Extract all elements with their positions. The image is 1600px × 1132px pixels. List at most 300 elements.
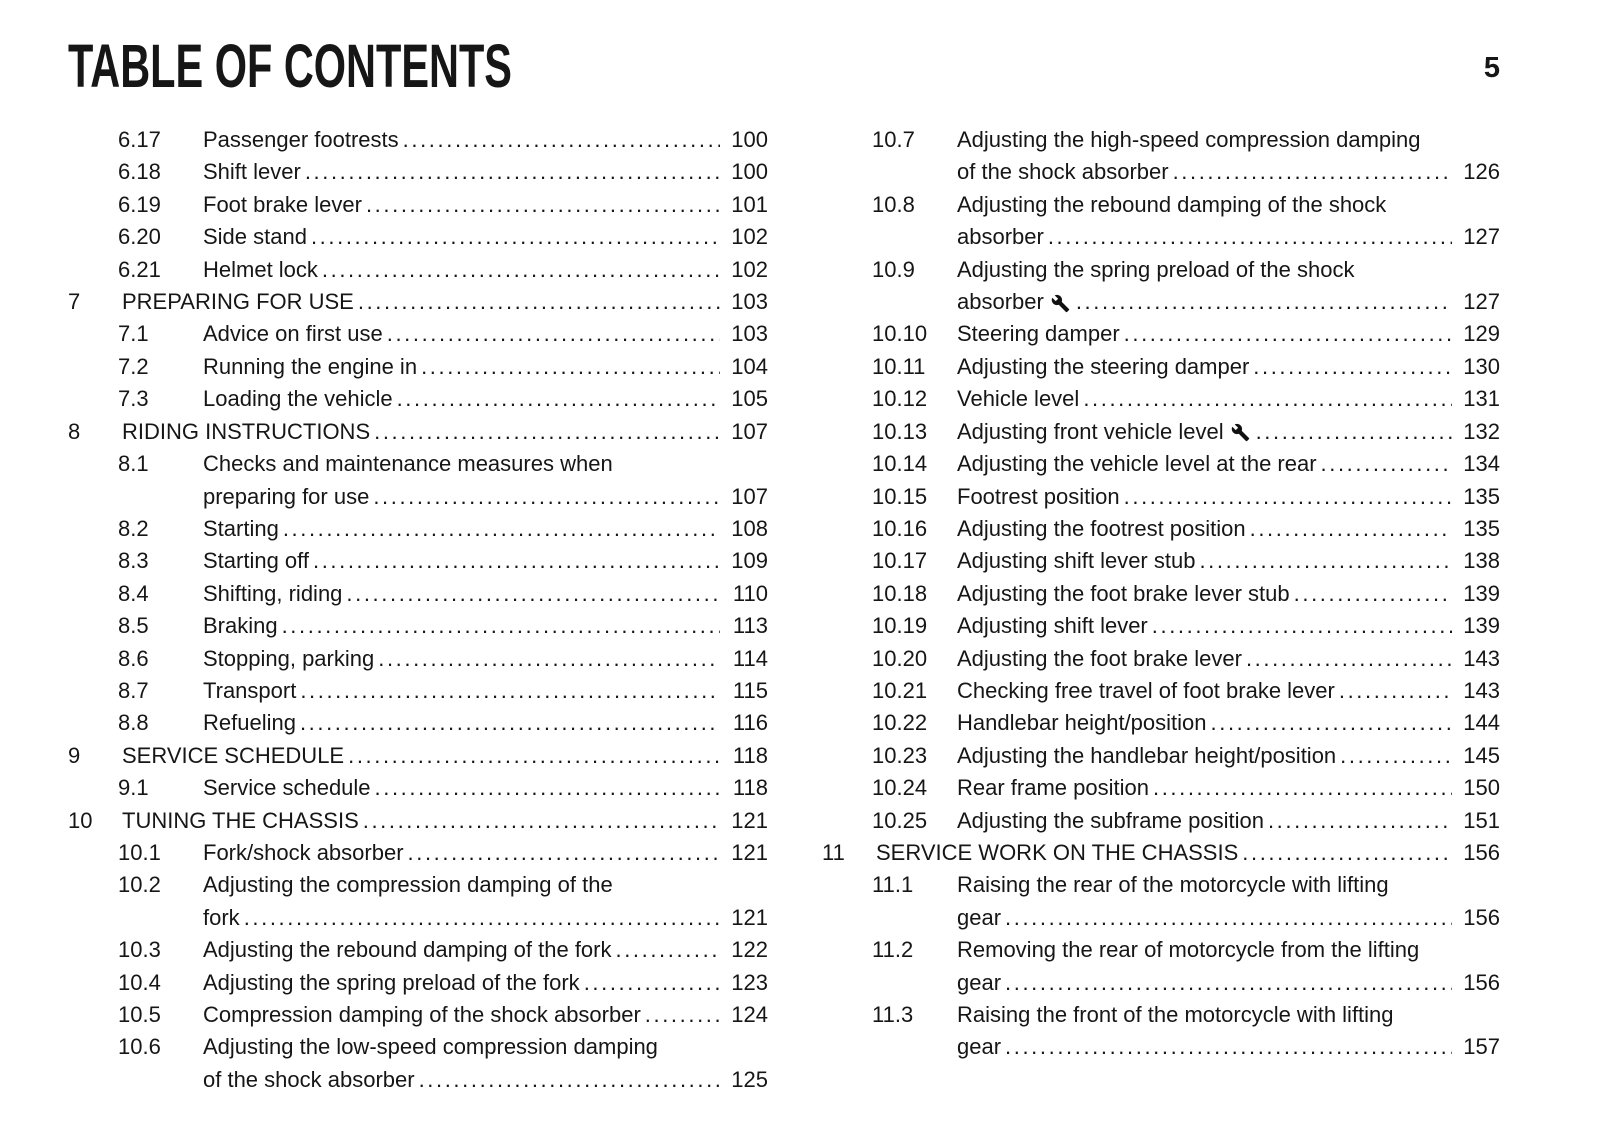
dot-leader — [1076, 286, 1452, 318]
page-number: 5 — [1483, 52, 1500, 84]
toc-line — [68, 675, 768, 707]
dot-leader — [373, 481, 720, 513]
toc-line — [822, 934, 1500, 966]
entry-page: 100 — [731, 127, 768, 153]
entry-title: Shifting, riding — [203, 580, 343, 606]
entry-title: RIDING INSTRUCTIONS — [122, 418, 371, 444]
entry-title: SERVICE SCHEDULE — [122, 742, 345, 768]
toc-entry — [822, 513, 1500, 545]
dot-leader — [283, 513, 720, 545]
entry-page: 131 — [1463, 386, 1500, 412]
entry-title: Steering damper — [957, 321, 1120, 347]
dot-leader — [408, 837, 720, 869]
entry-number: 8.8 — [118, 710, 149, 736]
toc-entry — [68, 934, 768, 966]
toc-line — [822, 156, 1500, 188]
toc-line — [68, 902, 768, 934]
entry-title: fork — [203, 904, 240, 930]
toc-line — [68, 318, 768, 350]
toc-line — [822, 286, 1500, 318]
entry-page: 100 — [731, 159, 768, 185]
toc-line — [68, 1031, 768, 1063]
entry-title: of the shock absorber — [957, 159, 1169, 185]
entry-title: Handlebar height/position — [957, 710, 1207, 736]
toc-entry — [822, 578, 1500, 610]
entry-title: Compression damping of the shock absorber — [203, 1002, 641, 1028]
entry-number: 10.9 — [872, 256, 915, 282]
toc-line — [68, 221, 768, 253]
entry-title: absorber — [957, 289, 1044, 315]
toc-entry — [68, 967, 768, 999]
toc-line — [68, 578, 768, 610]
toc-line — [68, 740, 768, 772]
entry-number: 8.3 — [118, 548, 149, 574]
toc-line — [822, 351, 1500, 383]
toc-line — [68, 513, 768, 545]
dot-leader — [1124, 318, 1452, 350]
toc-entry — [68, 610, 768, 642]
entry-title: TUNING THE CHASSIS — [122, 807, 359, 833]
entry-number: 10.21 — [872, 677, 928, 703]
toc-entry — [68, 318, 768, 350]
dot-leader — [378, 643, 720, 675]
entry-number: 6.20 — [118, 224, 161, 250]
entry-page: 114 — [732, 645, 768, 671]
toc-entry — [68, 351, 768, 383]
wrench-icon — [1231, 423, 1250, 442]
entry-number: 10.2 — [118, 872, 161, 898]
toc-line — [68, 156, 768, 188]
entry-number: 10.25 — [872, 807, 928, 833]
entry-title: of the shock absorber — [203, 1066, 415, 1092]
entry-number: 10.10 — [872, 321, 928, 347]
entry-page: 108 — [731, 515, 768, 541]
entry-title: Advice on first use — [203, 321, 383, 347]
entry-number: 10.8 — [872, 191, 915, 217]
entry-title: Rear frame position — [957, 775, 1149, 801]
entry-title: Foot brake lever — [203, 191, 362, 217]
entry-number: 10.17 — [872, 548, 928, 574]
toc-line — [822, 707, 1500, 739]
dot-leader — [374, 416, 720, 448]
dot-leader — [1005, 902, 1452, 934]
toc-entry — [68, 545, 768, 577]
entry-title: Side stand — [203, 224, 307, 250]
dot-leader — [1199, 545, 1452, 577]
toc-line — [68, 837, 768, 869]
toc-entry — [822, 318, 1500, 350]
entry-title: Refueling — [203, 710, 296, 736]
toc-line — [822, 481, 1500, 513]
entry-page: 126 — [1463, 159, 1500, 185]
entry-page: 102 — [731, 224, 768, 250]
entry-page: 134 — [1463, 451, 1500, 477]
dot-leader — [1242, 837, 1452, 869]
entry-page: 143 — [1463, 677, 1500, 703]
entry-title: Adjusting the foot brake lever stub — [957, 580, 1290, 606]
entry-title: Adjusting the spring preload of the shock — [957, 256, 1355, 282]
toc-entry — [822, 383, 1500, 415]
dot-leader — [1340, 740, 1452, 772]
entry-title: Braking — [203, 613, 278, 639]
toc-column-right — [822, 124, 1500, 1096]
toc-entry — [68, 156, 768, 188]
toc-line — [822, 416, 1500, 448]
entry-title: Fork/shock absorber — [203, 839, 404, 865]
entry-number: 7.2 — [118, 353, 149, 379]
toc-entry — [822, 351, 1500, 383]
entry-page: 150 — [1463, 775, 1500, 801]
toc-entry — [822, 545, 1500, 577]
toc-entry — [822, 999, 1500, 1064]
entry-number: 10.13 — [872, 418, 928, 444]
entry-page: 103 — [731, 321, 768, 347]
entry-title: Adjusting the rebound damping of the shock — [957, 191, 1387, 217]
dot-leader — [387, 318, 720, 350]
toc-line — [68, 383, 768, 415]
toc-entry — [68, 221, 768, 253]
entry-number: 10.12 — [872, 386, 928, 412]
dot-leader — [1246, 643, 1452, 675]
toc-line — [822, 610, 1500, 642]
dot-leader — [1005, 967, 1452, 999]
dot-leader — [1268, 805, 1452, 837]
toc-line — [68, 707, 768, 739]
entry-title: Starting off — [203, 548, 309, 574]
entry-number: 10.16 — [872, 515, 928, 541]
entry-page: 151 — [1463, 807, 1500, 833]
toc-line — [68, 416, 768, 448]
dot-leader — [375, 772, 720, 804]
entry-title: Adjusting the low-speed compression damping — [203, 1034, 658, 1060]
toc-entry — [68, 999, 768, 1031]
toc-line — [68, 351, 768, 383]
entry-number: 10.6 — [118, 1034, 161, 1060]
dot-leader — [313, 545, 720, 577]
toc-entry — [822, 772, 1500, 804]
entry-page: 109 — [731, 548, 768, 574]
toc-entry — [822, 124, 1500, 189]
entry-number: 10 — [68, 807, 93, 833]
wrench-icon — [1051, 294, 1070, 313]
entry-page: 139 — [1463, 613, 1500, 639]
entry-number: 8.6 — [118, 645, 149, 671]
entry-page: 121 — [731, 839, 768, 865]
dot-leader — [346, 578, 720, 610]
entry-number: 10.14 — [872, 451, 928, 477]
entry-number: 8 — [68, 418, 81, 444]
entry-title: Passenger footrests — [203, 127, 399, 153]
entry-page: 127 — [1463, 289, 1500, 315]
toc-line — [68, 643, 768, 675]
toc-line — [68, 254, 768, 286]
entry-title: Adjusting the rebound damping of the fork — [203, 937, 612, 963]
entry-number: 10.18 — [872, 580, 928, 606]
page-header — [68, 34, 1500, 98]
entry-title: Adjusting shift lever — [957, 613, 1148, 639]
entry-page: 157 — [1463, 1034, 1500, 1060]
entry-number: 6.21 — [118, 256, 161, 282]
toc-line — [822, 578, 1500, 610]
entry-title: Running the engine in — [203, 353, 418, 379]
toc-entry — [822, 448, 1500, 480]
entry-title: Helmet lock — [203, 256, 318, 282]
entry-page: 121 — [731, 904, 768, 930]
entry-page: 129 — [1463, 321, 1500, 347]
entry-page: 110 — [732, 580, 768, 606]
toc-entry — [822, 740, 1500, 772]
toc-entry — [68, 286, 768, 318]
entry-number: 10.23 — [872, 742, 928, 768]
entry-page: 107 — [731, 418, 768, 444]
toc-entry — [68, 254, 768, 286]
dot-leader — [366, 189, 720, 221]
entry-title: Adjusting the subframe position — [957, 807, 1264, 833]
toc-line — [68, 967, 768, 999]
entry-title: Loading the vehicle — [203, 386, 393, 412]
toc-line — [822, 383, 1500, 415]
entry-number: 8.2 — [118, 515, 149, 541]
toc-entry — [68, 805, 768, 837]
toc-line — [68, 481, 768, 513]
entry-title: Adjusting the compression damping of the — [203, 872, 613, 898]
entry-title: Service schedule — [203, 775, 371, 801]
toc-line — [68, 610, 768, 642]
toc-entry — [68, 448, 768, 513]
toc-line — [822, 545, 1500, 577]
dot-leader — [358, 286, 720, 318]
toc-line — [822, 448, 1500, 480]
entry-number: 6.19 — [118, 191, 161, 217]
dot-leader — [305, 156, 720, 188]
entry-title: Vehicle level — [957, 386, 1080, 412]
toc-entry — [68, 772, 768, 804]
entry-page: 132 — [1463, 418, 1500, 444]
entry-page: 138 — [1463, 548, 1500, 574]
entry-number: 10.22 — [872, 710, 928, 736]
entry-page: 143 — [1463, 645, 1500, 671]
entry-page: 101 — [731, 191, 768, 217]
entry-title: Checks and maintenance measures when — [203, 451, 613, 477]
entry-page: 118 — [732, 775, 768, 801]
entry-number: 8.4 — [118, 580, 149, 606]
dot-leader — [584, 967, 720, 999]
toc-line — [68, 124, 768, 156]
dot-leader — [348, 740, 720, 772]
toc-entry — [68, 513, 768, 545]
toc-line — [68, 869, 768, 901]
dot-leader — [1250, 513, 1452, 545]
entry-title: preparing for use — [203, 483, 370, 509]
toc-entry — [822, 707, 1500, 739]
toc-line — [822, 1031, 1500, 1063]
entry-title: Adjusting the steering damper — [957, 353, 1250, 379]
toc-line — [68, 189, 768, 221]
entry-number: 10.4 — [118, 969, 161, 995]
toc-column-left — [68, 124, 768, 1096]
toc-line — [822, 318, 1500, 350]
dot-leader — [1211, 707, 1452, 739]
entry-page: 103 — [731, 289, 768, 315]
dot-leader — [1083, 383, 1452, 415]
toc-entry — [822, 610, 1500, 642]
toc-entry — [68, 837, 768, 869]
toc-line — [822, 254, 1500, 286]
toc-line — [822, 869, 1500, 901]
toc-line — [822, 740, 1500, 772]
dot-leader — [1339, 675, 1452, 707]
toc-entry — [822, 805, 1500, 837]
dot-leader — [645, 999, 720, 1031]
toc-line — [68, 1064, 768, 1096]
entry-title: Adjusting the high-speed compression damping — [957, 127, 1421, 153]
entry-number: 7.3 — [118, 386, 149, 412]
entry-number: 6.17 — [118, 127, 161, 153]
entry-title: Adjusting the spring preload of the fork — [203, 969, 580, 995]
entry-page: 127 — [1463, 224, 1500, 250]
entry-title: Adjusting the foot brake lever — [957, 645, 1242, 671]
entry-page: 130 — [1463, 353, 1500, 379]
toc-line — [822, 772, 1500, 804]
entry-page: 139 — [1463, 580, 1500, 606]
toc-line — [822, 999, 1500, 1031]
toc-line — [822, 643, 1500, 675]
entry-title: Raising the rear of the motorcycle with lifting — [957, 872, 1389, 898]
entry-page: 135 — [1463, 483, 1500, 509]
toc-line — [822, 513, 1500, 545]
entry-title: Adjusting the handlebar height/position — [957, 742, 1337, 768]
entry-page: 122 — [731, 937, 768, 963]
toc-line — [68, 286, 768, 318]
entry-title: Adjusting the footrest position — [957, 515, 1246, 541]
dot-leader — [616, 934, 721, 966]
entry-number: 10.1 — [118, 839, 161, 865]
toc-entry — [822, 869, 1500, 934]
entry-page: 156 — [1463, 839, 1500, 865]
dot-leader — [419, 1064, 720, 1096]
entry-page: 107 — [731, 483, 768, 509]
entry-number: 8.1 — [118, 451, 149, 477]
toc-line — [68, 934, 768, 966]
entry-page: 104 — [731, 353, 768, 379]
toc-line — [822, 837, 1500, 869]
dot-leader — [1152, 610, 1452, 642]
dot-leader — [397, 383, 720, 415]
entry-title: Removing the rear of motorcycle from the lifting — [957, 937, 1420, 963]
toc-entry — [822, 643, 1500, 675]
dot-leader — [1153, 772, 1452, 804]
entry-page: 156 — [1463, 969, 1500, 995]
toc-entry — [68, 1031, 768, 1096]
entry-page: 116 — [732, 710, 768, 736]
entry-page: 144 — [1463, 710, 1500, 736]
entry-title: gear — [957, 969, 1002, 995]
entry-number: 10.24 — [872, 775, 928, 801]
entry-page: 115 — [732, 677, 768, 703]
toc-line — [822, 902, 1500, 934]
toc-line — [822, 124, 1500, 156]
toc-entry — [68, 707, 768, 739]
entry-number: 7 — [68, 289, 81, 315]
dot-leader — [1124, 481, 1452, 513]
entry-title: Adjusting shift lever stub — [957, 548, 1196, 574]
dot-leader — [282, 610, 720, 642]
toc-line — [822, 189, 1500, 221]
entry-number: 10.5 — [118, 1002, 161, 1028]
entry-page: 123 — [731, 969, 768, 995]
dot-leader — [322, 254, 720, 286]
toc-line — [68, 448, 768, 480]
dot-leader — [1253, 351, 1452, 383]
toc-entry — [822, 481, 1500, 513]
entry-page: 102 — [731, 256, 768, 282]
entry-title: Adjusting the vehicle level at the rear — [957, 451, 1317, 477]
toc-entry — [68, 578, 768, 610]
entry-number: 9 — [68, 742, 81, 768]
entry-number: 9.1 — [118, 775, 149, 801]
entry-number: 11.1 — [872, 872, 914, 898]
entry-title: Stopping, parking — [203, 645, 375, 671]
entry-title: Raising the front of the motorcycle with lifting — [957, 1002, 1394, 1028]
toc-entry — [68, 740, 768, 772]
toc-entry — [822, 675, 1500, 707]
dot-leader — [1294, 578, 1452, 610]
entry-title: Footrest position — [957, 483, 1120, 509]
entry-page: 124 — [731, 1002, 768, 1028]
dot-leader — [1048, 221, 1452, 253]
dot-leader — [1321, 448, 1452, 480]
entry-number: 10.3 — [118, 937, 161, 963]
dot-leader — [300, 707, 720, 739]
entry-page: 113 — [732, 613, 768, 639]
entry-page: 118 — [732, 742, 768, 768]
entry-page: 145 — [1463, 742, 1500, 768]
entry-title: Adjusting front vehicle level — [957, 418, 1224, 444]
toc-line — [822, 805, 1500, 837]
entry-page: 105 — [731, 386, 768, 412]
entry-number: 6.18 — [118, 159, 161, 185]
entry-title: gear — [957, 904, 1002, 930]
toc-line — [822, 675, 1500, 707]
toc-entry — [68, 416, 768, 448]
toc-entry — [68, 675, 768, 707]
dot-leader — [1005, 1031, 1452, 1063]
entry-title: PREPARING FOR USE — [122, 289, 354, 315]
entry-page: 156 — [1463, 904, 1500, 930]
toc-line — [68, 772, 768, 804]
toc-columns — [68, 124, 1500, 1096]
entry-number: 11 — [822, 839, 845, 865]
entry-number: 10.7 — [872, 127, 915, 153]
dot-leader — [1173, 156, 1452, 188]
entry-number: 11.2 — [872, 937, 914, 963]
entry-number: 8.7 — [118, 677, 149, 703]
entry-title: Starting — [203, 515, 279, 541]
entry-page: 125 — [731, 1066, 768, 1092]
dot-leader — [311, 221, 720, 253]
entry-number: 10.11 — [872, 353, 926, 379]
toc-entry — [68, 189, 768, 221]
toc-line — [68, 999, 768, 1031]
entry-title: Transport — [203, 677, 297, 703]
toc-entry — [68, 869, 768, 934]
toc-entry — [68, 643, 768, 675]
entry-number: 10.15 — [872, 483, 928, 509]
toc-line — [822, 221, 1500, 253]
dot-leader — [244, 902, 720, 934]
toc-entry — [68, 124, 768, 156]
entry-title: SERVICE WORK ON THE CHASSIS — [876, 839, 1239, 865]
